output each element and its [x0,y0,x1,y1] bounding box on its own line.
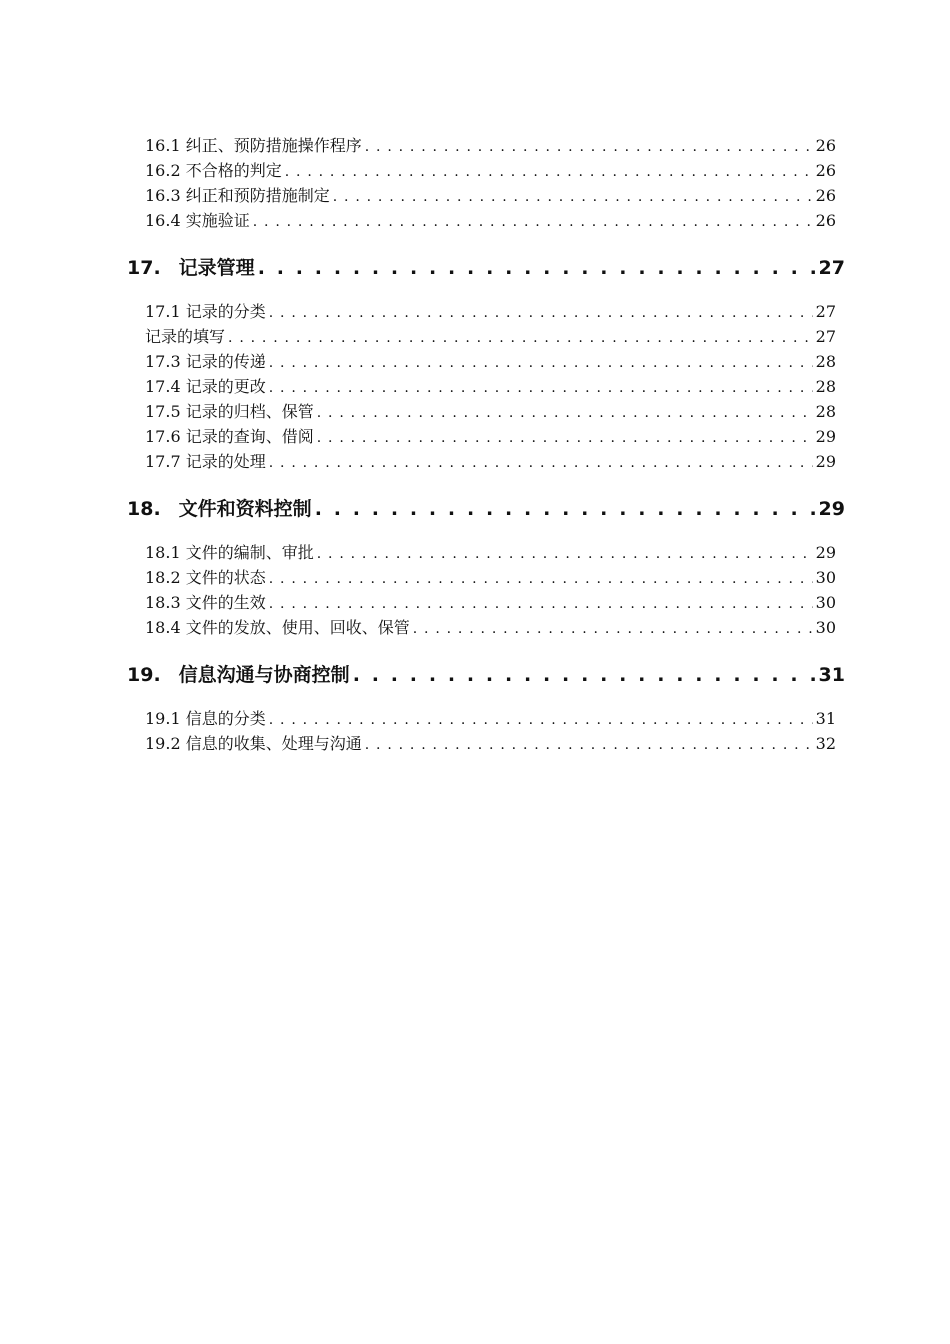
toc-dot-leader [315,494,816,524]
toc-dot-leader [269,449,813,476]
toc-dot-leader [353,660,816,690]
toc-entry-title: 文件的状态 [185,568,266,587]
toc-entry-number: 19. [127,664,161,686]
toc-section-entry[interactable] [127,590,845,615]
toc-dot-leader [258,253,816,283]
toc-entry-title: 文件和资料控制 [178,498,312,520]
toc-entry-title: 记录的传递 [185,352,266,371]
toc-entry-number: 18.1 [145,543,181,562]
toc-entry-title: 纠正、预防措施操作程序 [185,136,362,155]
toc-entry-title: 记录的处理 [185,452,266,471]
toc-entry-label [145,208,250,233]
toc-entry-label [145,349,266,374]
toc-dot-leader [333,183,813,210]
toc-section-entry[interactable] [127,565,845,590]
toc-dot-leader [269,349,813,376]
toc-entry-title: 记录的填写 [145,327,226,346]
toc-section-entry[interactable] [127,424,845,449]
toc-entry-label [145,133,362,158]
toc-entry-label [145,299,266,324]
toc-page-number: 26 [815,186,836,205]
toc-page-number: 27 [815,302,836,321]
toc-section-entry[interactable] [127,615,845,640]
toc-dot-leader [317,424,813,451]
toc-entry-title: 记录的分类 [185,302,266,321]
toc-entry-label [127,253,255,283]
toc-page-number: 30 [815,593,836,612]
toc-entry-label [145,324,225,349]
toc-entry-number: 17. [127,257,161,279]
toc-entry-label [145,565,266,590]
toc-entry-label [145,158,282,183]
toc-page-number: 31 [815,709,836,728]
toc-entry-number: 18.4 [145,618,181,637]
toc-dot-leader [269,299,813,326]
toc-page-number: 29 [815,427,836,446]
toc-page-number: 29 [818,498,845,520]
toc-entry-label [127,660,350,690]
toc-entry-label [145,374,266,399]
toc-page-number: 28 [815,352,836,371]
toc-entry-number: 18.3 [145,593,181,612]
toc-page-number: 30 [815,568,836,587]
toc-section-entry[interactable] [127,183,845,208]
toc-dot-leader [269,706,813,733]
toc-entry-number: 17.1 [145,302,181,321]
toc-page-number: 28 [815,377,836,396]
toc-entry-number: 18.2 [145,568,181,587]
toc-section-entry[interactable] [127,158,845,183]
toc-page-number: 29 [815,543,836,562]
toc-dot-leader [269,374,813,401]
toc-entry-number: 19.2 [145,734,181,753]
toc-entry-number: 17.5 [145,402,181,421]
toc-entry-label [145,590,266,615]
toc-entry-title: 文件的生效 [185,593,266,612]
toc-entry-title: 实施验证 [185,211,250,230]
toc-page-number: 29 [815,452,836,471]
toc-section-entry[interactable] [127,349,845,374]
toc-entry-number: 17.3 [145,352,181,371]
toc-dot-leader [269,590,813,617]
toc-section-entry[interactable] [127,731,845,756]
toc-entry-title: 信息的收集、处理与沟通 [185,734,362,753]
toc-entry-label [145,449,266,474]
toc-dot-leader [269,565,813,592]
toc-entry-label [145,183,330,208]
toc-entry-title: 纠正和预防措施制定 [185,186,330,205]
toc-section-entry[interactable] [127,399,845,424]
table-of-contents [127,133,845,756]
toc-entry-title: 文件的编制、审批 [185,543,314,562]
toc-chapter-entry[interactable] [127,494,845,524]
toc-dot-leader [413,615,813,642]
toc-entry-label [127,494,312,524]
toc-chapter-entry[interactable] [127,660,845,690]
toc-page-number: 27 [815,327,836,346]
toc-dot-leader [253,208,813,235]
toc-section-entry[interactable] [127,133,845,158]
toc-entry-label [145,706,266,731]
toc-entry-title: 信息的分类 [185,709,266,728]
toc-page-number: 26 [815,136,836,155]
toc-section-entry[interactable] [127,706,845,731]
toc-entry-title: 记录的查询、借阅 [185,427,314,446]
toc-entry-number: 19.1 [145,709,181,728]
toc-dot-leader [317,399,813,426]
toc-entry-number: 16.3 [145,186,181,205]
toc-page-number: 27 [818,257,845,279]
toc-entry-number: 17.6 [145,427,181,446]
toc-dot-leader [365,133,813,160]
toc-entry-label [145,615,410,640]
toc-page-number: 28 [815,402,836,421]
toc-entry-number: 17.4 [145,377,181,396]
toc-section-entry[interactable] [127,208,845,233]
toc-entry-title: 记录的归档、保管 [185,402,314,421]
toc-chapter-entry[interactable] [127,253,845,283]
toc-entry-title: 记录的更改 [185,377,266,396]
toc-page-number: 26 [815,161,836,180]
toc-section-entry[interactable] [127,374,845,399]
toc-entry-title: 记录管理 [178,257,255,279]
toc-page-number: 30 [815,618,836,637]
toc-section-entry[interactable] [127,540,845,565]
toc-entry-number: 16.2 [145,161,181,180]
toc-section-entry[interactable] [127,324,845,349]
toc-entry-number: 18. [127,498,161,520]
toc-dot-leader [228,324,813,351]
toc-entry-number: 16.4 [145,211,181,230]
toc-page-number: 32 [815,734,836,753]
toc-entry-label [145,731,362,756]
toc-entry-number: 17.7 [145,452,181,471]
toc-dot-leader [285,158,813,185]
toc-entry-label [145,424,314,449]
toc-entry-title: 信息沟通与协商控制 [178,664,350,686]
toc-entry-title: 不合格的判定 [185,161,282,180]
toc-dot-leader [365,731,813,758]
toc-dot-leader [317,540,813,567]
toc-page-number: 31 [818,664,845,686]
toc-page-number: 26 [815,211,836,230]
toc-section-entry[interactable] [127,449,845,474]
toc-entry-number: 16.1 [145,136,181,155]
toc-entry-title: 文件的发放、使用、回收、保管 [185,618,410,637]
toc-section-entry[interactable] [127,299,845,324]
toc-entry-label [145,399,314,424]
toc-entry-label [145,540,314,565]
